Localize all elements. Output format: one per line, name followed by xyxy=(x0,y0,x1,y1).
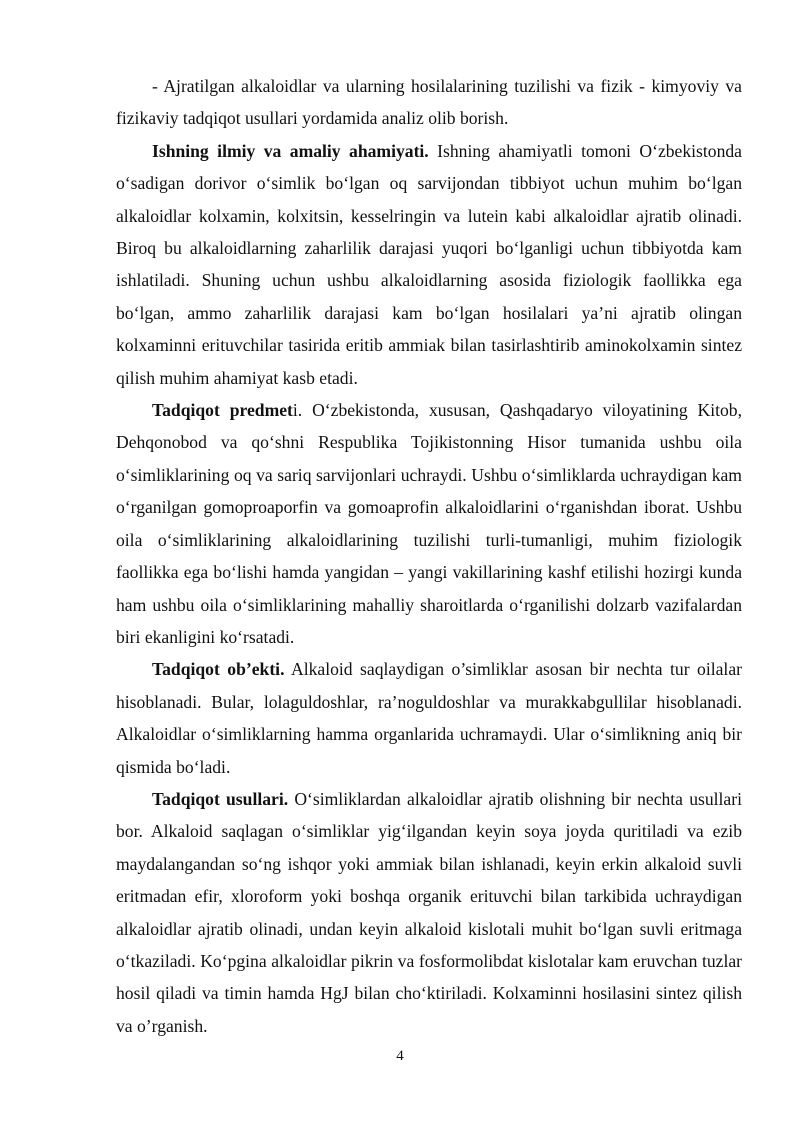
paragraph-analysis-item xyxy=(116,70,742,135)
page-number: 4 xyxy=(396,1048,404,1064)
paragraph-research-methods xyxy=(116,783,742,1042)
paragraph-text: O‘simliklardan alkaloidlar ajratib olishning bir nechta usullari bor. Alkaloid saqlagan o‘simliklar yig‘ilgandan keyin soya joyda quritiladi va ezib maydalangandan so‘ng ishqor yoki ammiak bilan ishlanadi, keyin erkin alkaloid suvli eritmadan efir, xloroform yoki boshqa organik erituvchi bilan tarkibida uchraydigan alkaloidlar ajratib olinadi, undan keyin alkaloid kislotali muhit bo‘lgan suvli eritmaga o‘tkaziladi. Ko‘pgina alkaloidlar pikrin va fosformolibdat kislotalar kam eruvchan tuzlar hosil qiladi va timin hamda HgJ bilan cho‘ktiriladi. Kolxaminni hosilasini sintez qilish va o’rganish. xyxy=(116,788,742,1036)
paragraph-heading-tail: i. xyxy=(292,400,303,421)
paragraph-heading: Tadqiqot ob’ekti. xyxy=(152,659,285,680)
paragraph-text: O‘zbekistonda, xususan, Qashqadaryo viloyatining Kitob, Dehqonobod va qo‘shni Respublika Tojikistonning Hisor tumanida ushbu oila o‘simliklarining oq va sariq sarvijonlari uchraydi. Ushbu o‘simliklarda uchraydigan kam o‘rganilgan gomoproaporfin va gomoaprofin alkaloidlarini o‘rganishdan iborat. Ushbu oila o‘simliklarining alkaloidlarining tuzilishi turli-tumanligi, muhim fiziologik faollikka ega bo‘lishi hamda yangidan – yangi vakillarining kashf etilishi hozirgi kunda ham ushbu oila o‘simliklarining mahalliy sharoitlarda o‘rganilishi dolzarb vazifalardan biri ekanligini ko‘rsatadi. xyxy=(116,400,743,647)
document-page xyxy=(116,70,742,1042)
paragraph-heading: Tadqiqot usullari. xyxy=(152,788,289,809)
paragraph-text: - Ajratilgan alkaloidlar va ularning hosilalarining tuzilishi va fizik - kimyoviy va fizikaviy tadqiqot usullari yordamida analiz olib borish. xyxy=(116,76,742,129)
paragraph-research-subject xyxy=(116,394,742,653)
paragraph-heading: Tadqiqot predmet xyxy=(152,400,293,421)
paragraph-scientific-significance xyxy=(116,135,742,394)
paragraph-research-object xyxy=(116,653,742,783)
paragraph-text: Ishning ahamiyatli tomoni O‘zbekistonda o‘sadigan dorivor o‘simlik bo‘lgan oq sarvijondan tibbiyot uchun muhim bo‘lgan alkaloidlar kolxamin, kolxitsin, kesselringin va lutein kabi alkaloidlar ajratib olinadi. Biroq bu alkaloidlarning zaharlilik darajasi yuqori bo‘lganligi uchun tibbiyotda kam ishlatiladi. Shuning uchun ushbu alkaloidlarning asosida fiziologik faollikka ega bo‘lgan, ammo zaharlilik darajasi kam bo‘lgan hosilalari ya’ni ajratib olingan kolxaminni erituvchilar tasirida eritib ammiak bilan tasirlashtirib aminokolxamin sintez qilish muhim ahamiyat kasb etadi. xyxy=(116,140,742,388)
paragraph-text: Alkaloid saqlaydigan o’simliklar asosan bir nechta tur oilalar hisoblanadi. Bular, lolaguldoshlar, ra’noguldoshlar va murakkabgullilar hisoblanadi. Alkaloidlar o‘simliklarning hamma organlarida uchramaydi. Ular o‘simlikning aniq bir qismida bo‘ladi. xyxy=(116,659,742,777)
paragraph-heading: Ishning ilmiy va amaliy ahamiyati. xyxy=(152,140,429,161)
